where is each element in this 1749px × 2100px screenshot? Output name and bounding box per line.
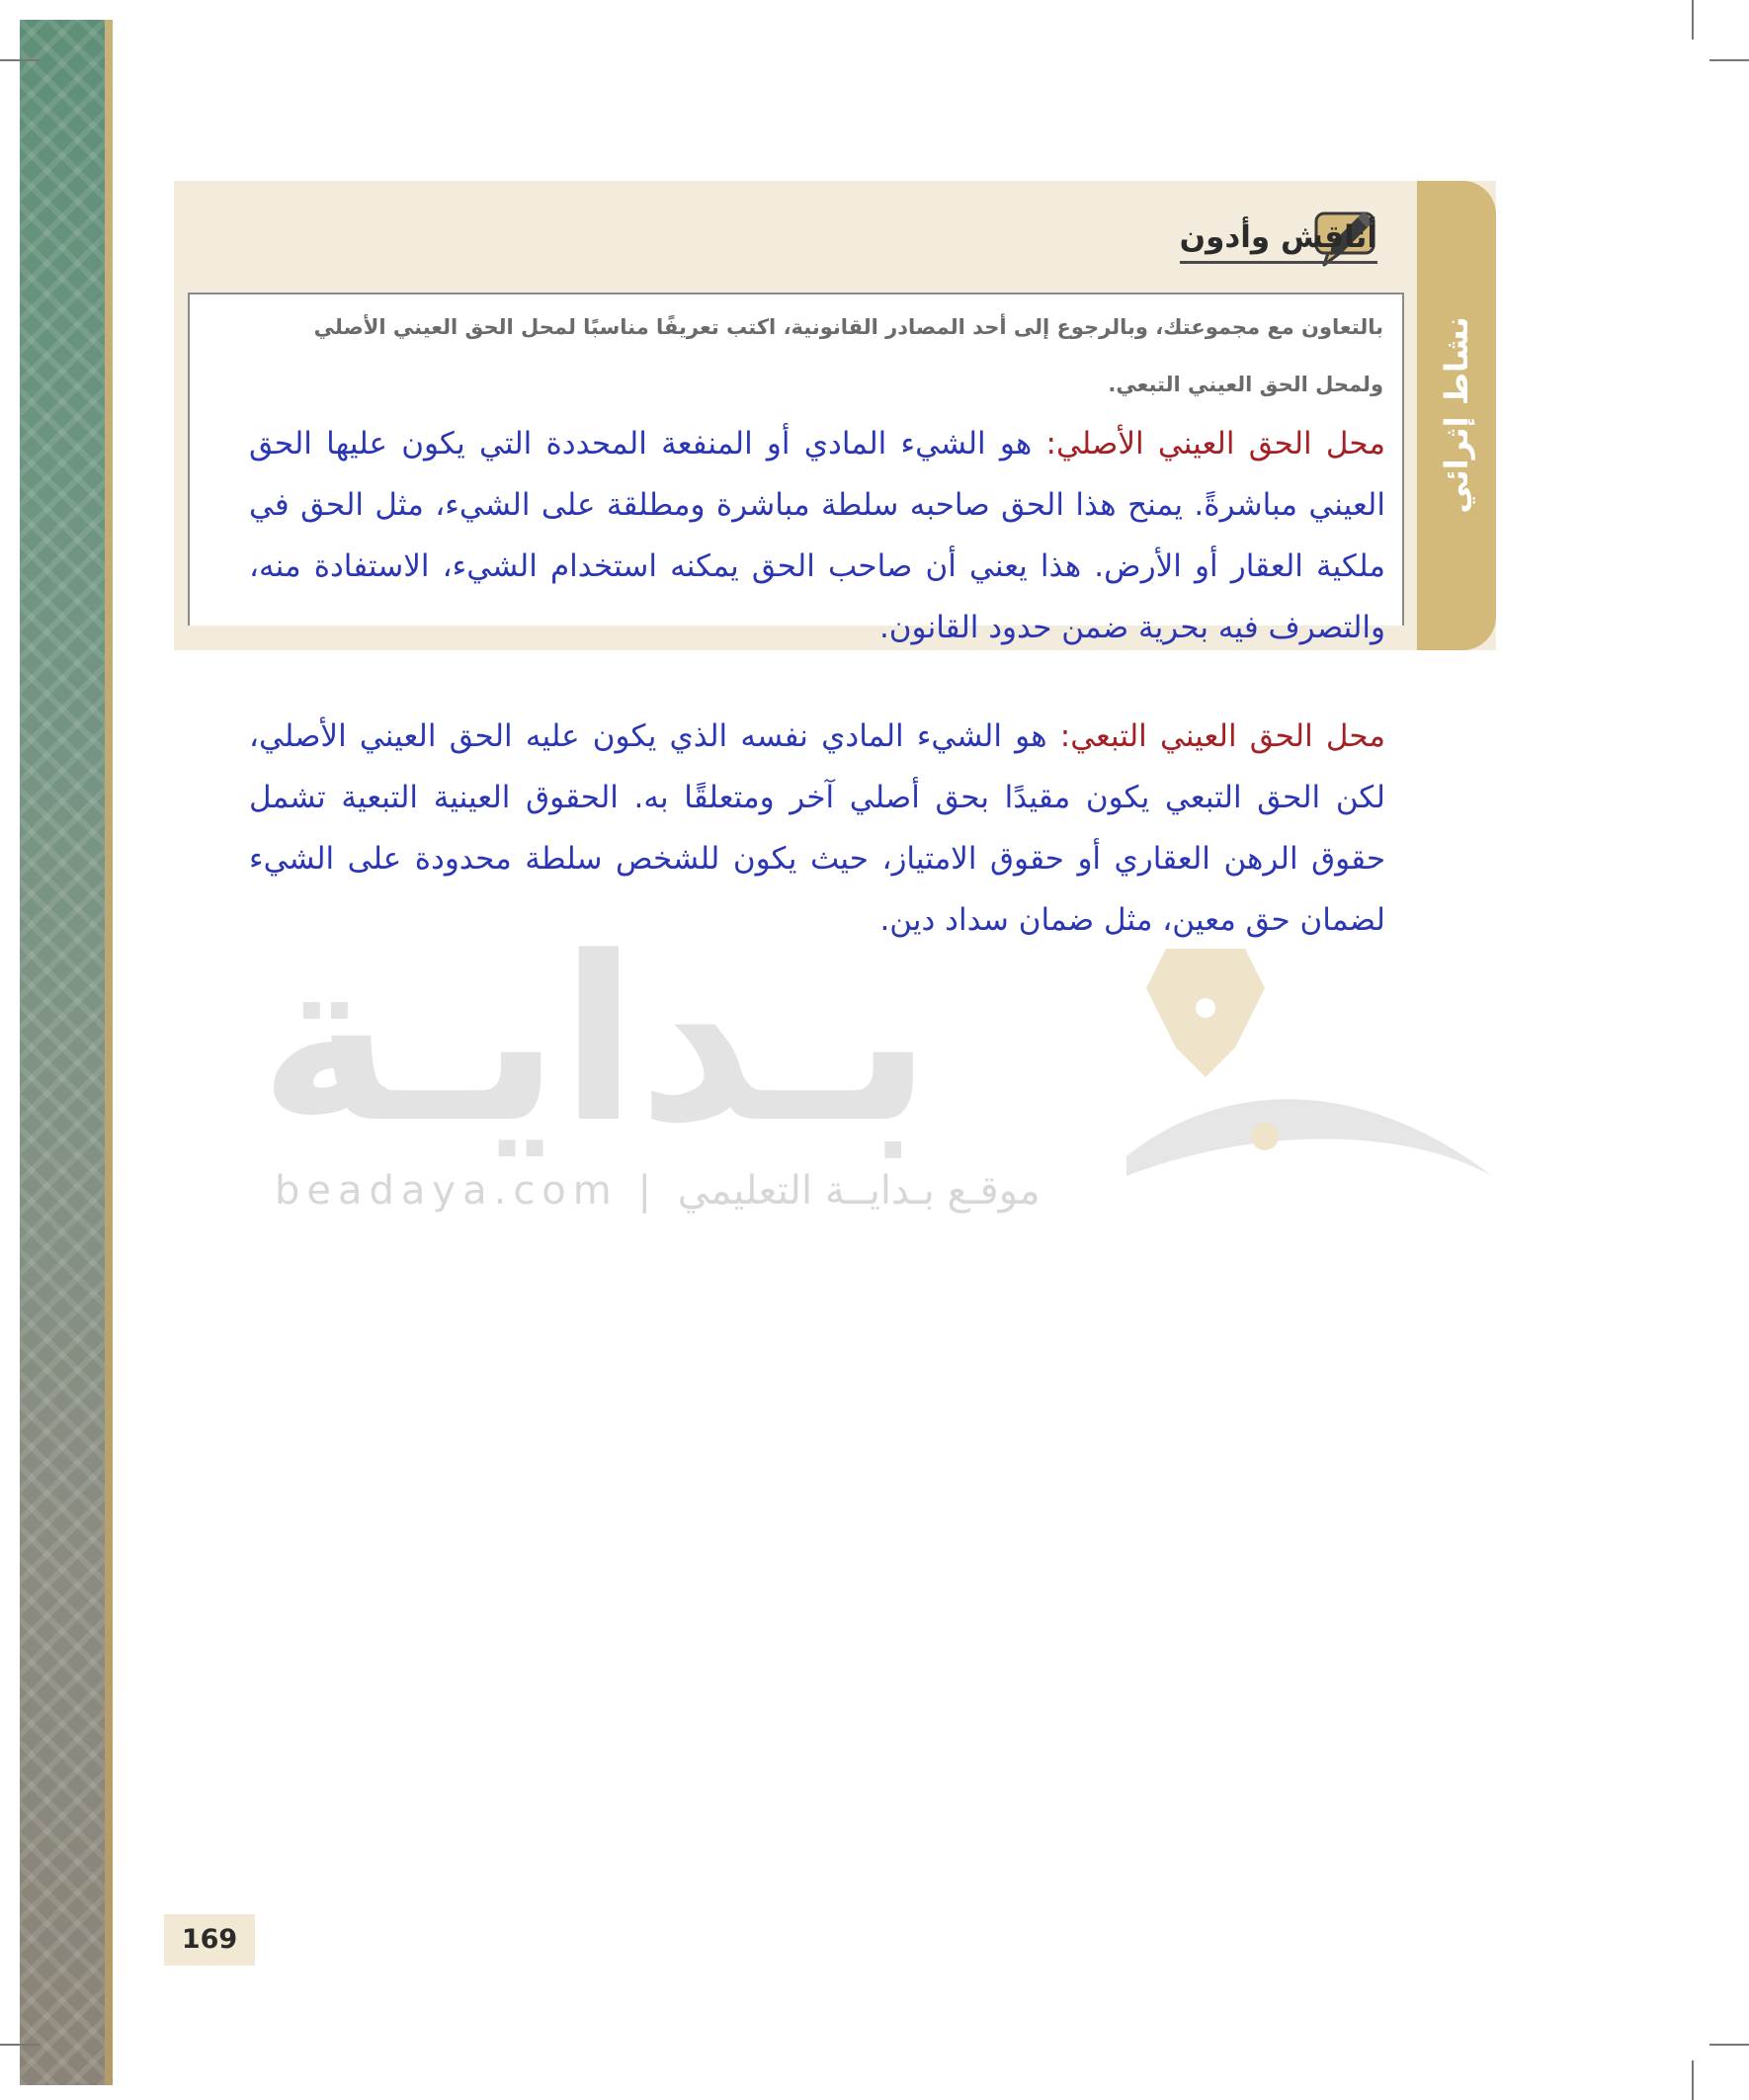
decorative-border <box>20 20 105 2085</box>
term-separator: : <box>1032 426 1056 462</box>
crop-mark <box>0 59 40 61</box>
answer-original-paragraph <box>249 413 1385 658</box>
crop-mark <box>0 2044 40 2046</box>
crop-mark <box>1692 0 1694 40</box>
watermark-subtitle: beadaya.com | موقـع بـدايــة التعليمي <box>275 1168 1041 1214</box>
decorative-border-edge <box>105 20 113 2085</box>
activity-title: أناقش وأدون <box>1180 219 1377 264</box>
answer-original-term: محل الحق العيني الأصلي <box>1055 426 1385 462</box>
crop-mark <box>1692 2060 1694 2100</box>
answer-original-text: هو الشيء المادي أو المنفعة المحددة التي يكون عليها الحق العيني مباشرةً. يمنح هذا الحق صاحبه سلطة مباشرة ومطلقة على الشيء، مثل الحق في ملكية العقار أو الأرض. هذا يعني أن صاحب الحق يمكنه استخدام الشيء، الاستفادة منه، والتصرف فيه بحرية ضمن حدود القانون. <box>249 426 1385 645</box>
crop-mark <box>1709 59 1749 61</box>
page-number: 169 <box>181 1924 238 1955</box>
activity-prompt: بالتعاون مع مجموعتك، وبالرجوع إلى أحد المصادر القانونية، اكتب تعريفًا مناسبًا لمحل الحق العيني الأصلي ولمحل الحق العيني التبعي. <box>313 315 1383 396</box>
watermark-logo-text: بـدايـة <box>259 909 933 1173</box>
answer-accessory-term: محل الحق العيني التبعي <box>1070 718 1385 754</box>
answer-accessory-text: هو الشيء المادي نفسه الذي يكون عليه الحق العيني الأصلي، لكن الحق التبعي يكون مقيدًا بحق أصلي آخر ومتعلقًا به. الحقوق العينية التبعية تشمل حقوق الرهن العقاري أو حقوق الامتياز، حيث يكون للشخص سلطة محدودة على الشيء لضمان حق معين، مثل ضمان سداد دين. <box>249 718 1385 938</box>
watermark-pen-icon <box>1107 929 1502 1206</box>
term-separator: : <box>1046 718 1071 754</box>
crop-mark <box>1709 2044 1749 2046</box>
activity-side-label: نشاط إثرائي <box>1438 316 1475 514</box>
